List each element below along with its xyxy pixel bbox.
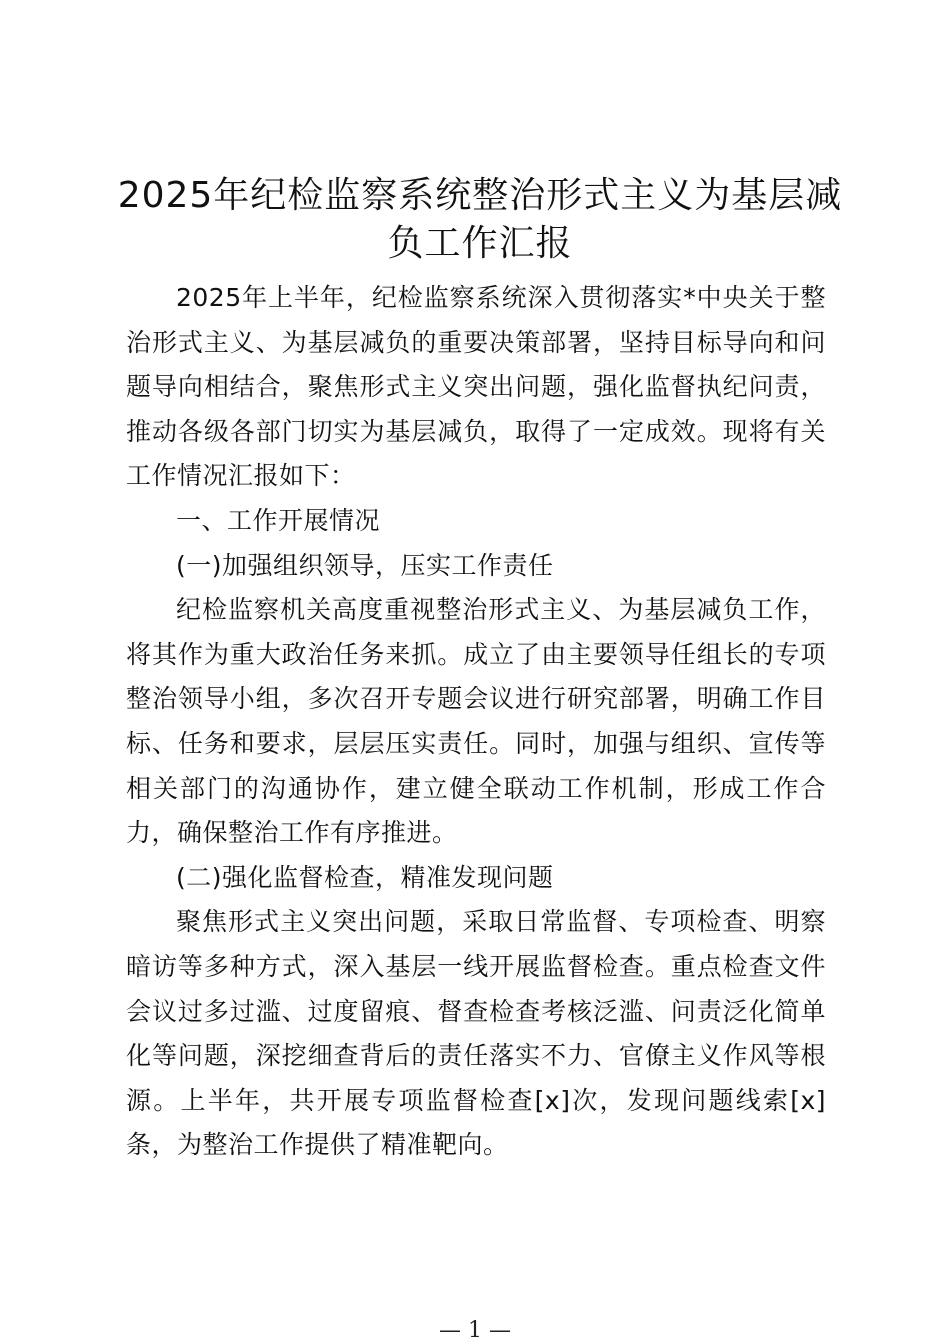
intro-paragraph: 2025年上半年，纪检监察系统深入贯彻落实*中央关于整治形式主义、为基层减负的重要决策部署，坚持目标导向和问题导向相结合，聚焦形式主义突出问题，强化监督执纪问责，推动各级各部门切实为基层减负，取得了一定成效。现将有关工作情况汇报如下： <box>126 283 826 491</box>
title-line-2: 负工作汇报 <box>387 223 573 264</box>
document-title <box>110 172 850 268</box>
subsection-heading-1: (一)加强组织领导，压实工作责任 <box>176 550 554 580</box>
page-number: — 1 — <box>439 1318 511 1343</box>
paragraph-organization: 纪检监察机关高度重视整治形式主义、为基层减负工作，将其作为重大政治任务来抓。成立了由主要领导任组长的专项整治领导小组，多次召开专题会议进行研究部署，明确工作目标、任务和要求，层层压实责任。同时，加强与组织、宣传等相关部门的沟通协作，建立健全联动工作机制，形成工作合力，确保整治工作有序推进。 <box>126 595 826 848</box>
paragraph-supervision: 聚焦形式主义突出问题，采取日常监督、专项检查、明察暗访等多种方式，深入基层一线开展监督检查。重点检查文件会议过多过滥、过度留痕、督查检查考核泛滥、问责泛化简单化等问题，深挖细查背后的责任落实不力、官僚主义作风等根源。上半年，共开展专项监督检查[x]次，发现问题线索[x]条，为整治工作提供了精准靶向。 <box>126 907 826 1160</box>
title-line-1: 2025年纪检监察系统整治形式主义为基层减 <box>117 175 843 216</box>
section-heading-1: 一、工作开展情况 <box>176 505 381 535</box>
document-body <box>126 276 826 1168</box>
subsection-heading-2: (二)强化监督检查，精准发现问题 <box>176 862 554 892</box>
